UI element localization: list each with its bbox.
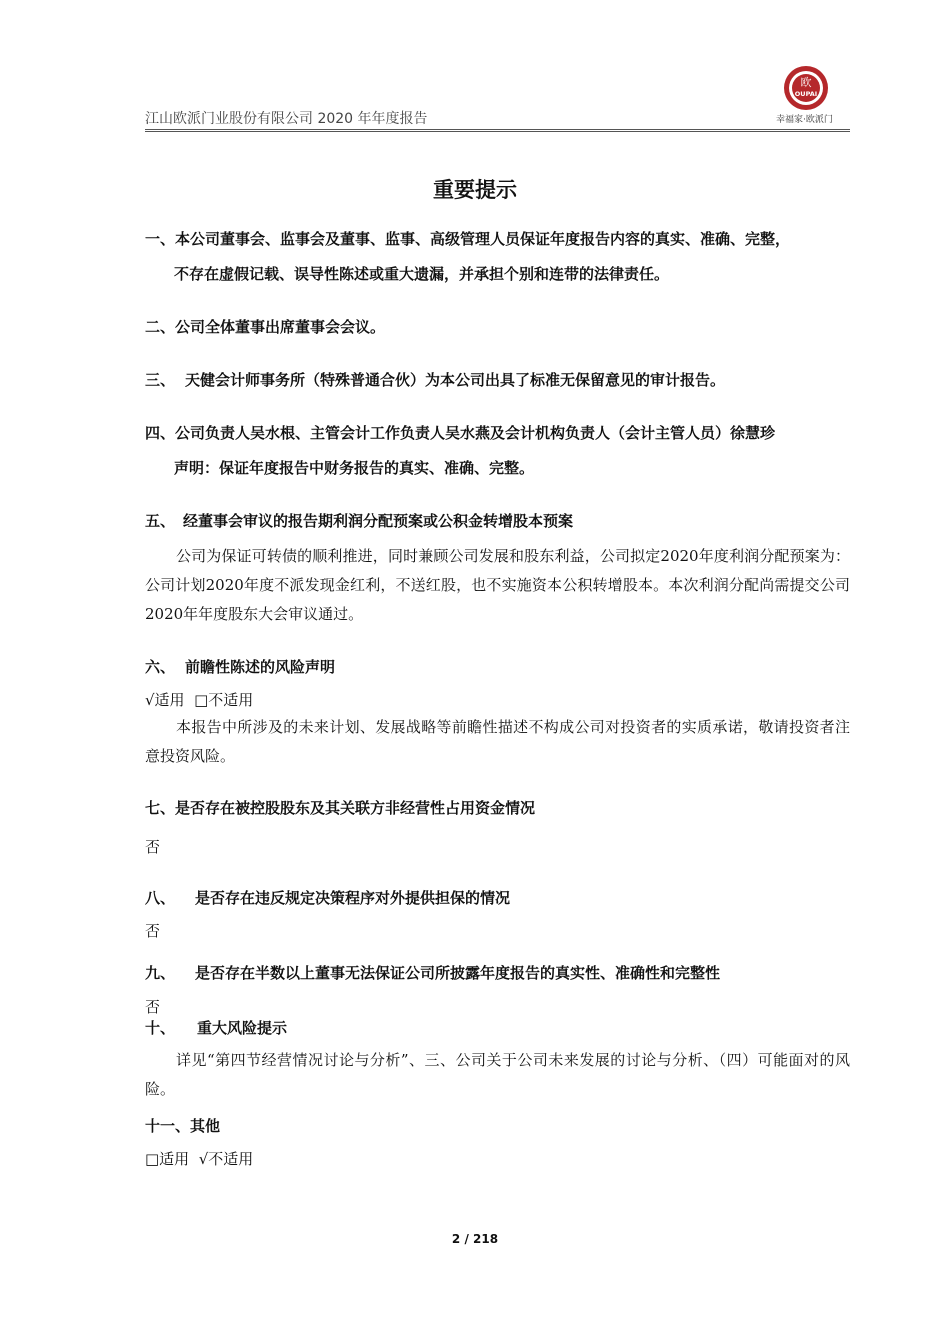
section-10-body: 详见“第四节经营情况讨论与分析”、三、公司关于公司未来发展的讨论与分析、（四）可能面对的风险。 — [145, 1051, 850, 1098]
section-2-text: 公司全体董事出席董事会会议。 — [175, 318, 386, 336]
section-2 — [145, 316, 385, 337]
section-8-number: 八、 — [145, 889, 176, 907]
section-11-number: 十一、 — [145, 1117, 191, 1135]
section-11-options — [145, 1148, 253, 1169]
section-2-number: 二、 — [145, 318, 176, 336]
section-9-answer: 否 — [145, 998, 161, 1016]
section-8-answer: 否 — [145, 922, 161, 940]
section-6-text: 前瞻性陈述的风险声明 — [185, 658, 336, 676]
section-5 — [145, 510, 573, 531]
brand-slogan: 幸福家·欧派门 — [776, 115, 833, 125]
section-11-text: 其他 — [190, 1117, 221, 1135]
section-4-continuation: 声明：保证年度报告中财务报告的真实、准确、完整。 — [174, 459, 535, 477]
section-10-text: 重大风险提示 — [197, 1019, 288, 1037]
section-7-answer: 否 — [145, 838, 161, 856]
section-4 — [145, 416, 850, 486]
section-11-not-applicable-checked: √不适用 — [198, 1150, 254, 1168]
section-5-number: 五、 — [145, 512, 176, 530]
section-10-number: 十、 — [145, 1019, 176, 1037]
header-divider-second — [145, 131, 850, 132]
oupai-logo — [782, 64, 830, 112]
section-6-body: 本报告中所涉及的未来计划、发展战略等前瞻性描述不构成公司对投资者的实质承诺，敬请投资者注意投资风险。 — [145, 718, 850, 765]
section-4-number: 四、 — [145, 424, 176, 442]
section-11 — [145, 1115, 220, 1136]
section-6 — [145, 656, 335, 677]
section-4-text: 公司负责人吴水根、主管会计工作负责人吴水燕及会计机构负责人（会计主管人员）徐慧珍 — [175, 424, 776, 442]
section-1-continuation: 不存在虚假记载、误导性陈述或重大遗漏，并承担个别和连带的法律责任。 — [174, 265, 670, 283]
section-7-number: 七、 — [145, 799, 176, 817]
section-8 — [145, 887, 510, 908]
section-6-number: 六、 — [145, 658, 176, 676]
header-report-title: 江山欧派门业股份有限公司 2020 年年度报告 — [145, 111, 428, 127]
section-5-text: 经董事会审议的报告期利润分配预案或公积金转增股本预案 — [183, 512, 574, 530]
section-3-text: 天健会计师事务所（特殊普通合伙）为本公司出具了标准无保留意见的审计报告。 — [185, 371, 726, 389]
section-7-text: 是否存在被控股股东及其关联方非经营性占用资金情况 — [175, 799, 536, 817]
section-8-text: 是否存在违反规定决策程序对外提供担保的情况 — [195, 889, 511, 907]
section-9-number: 九、 — [145, 964, 176, 982]
section-5-body: 公司为保证可转债的顺利推进，同时兼顾公司发展和股东利益，公司拟定2020年度利润分配预案为：公司计划2020年度不派发现金红利，不送红股，也不实施资本公积转增股本。本次利润分配尚需提交公司2020年年度股东大会审议通过。 — [145, 547, 850, 623]
header-divider — [145, 129, 850, 130]
section-7 — [145, 797, 535, 818]
section-1-number: 一、 — [145, 230, 176, 248]
section-6-not-applicable-unchecked: □不适用 — [194, 691, 254, 709]
section-3 — [145, 369, 725, 390]
section-6-options — [145, 689, 253, 710]
section-9-text: 是否存在半数以上董事无法保证公司所披露年度报告的真实性、准确性和完整性 — [195, 964, 721, 982]
section-1 — [145, 222, 850, 292]
section-1-text: 本公司董事会、监事会及董事、监事、高级管理人员保证年度报告内容的真实、准确、完整， — [175, 230, 791, 248]
section-3-number: 三、 — [145, 371, 176, 389]
logo-text: OUPAI — [794, 90, 818, 98]
section-10 — [145, 1017, 287, 1038]
page-title: 重要提示 — [433, 178, 517, 202]
section-9 — [145, 962, 720, 983]
section-6-applicable-checked: √适用 — [145, 691, 185, 709]
section-11-applicable-unchecked: □适用 — [145, 1150, 190, 1168]
logo-char: 欧 — [800, 76, 812, 89]
page-number: 2 / 218 — [451, 1232, 499, 1246]
